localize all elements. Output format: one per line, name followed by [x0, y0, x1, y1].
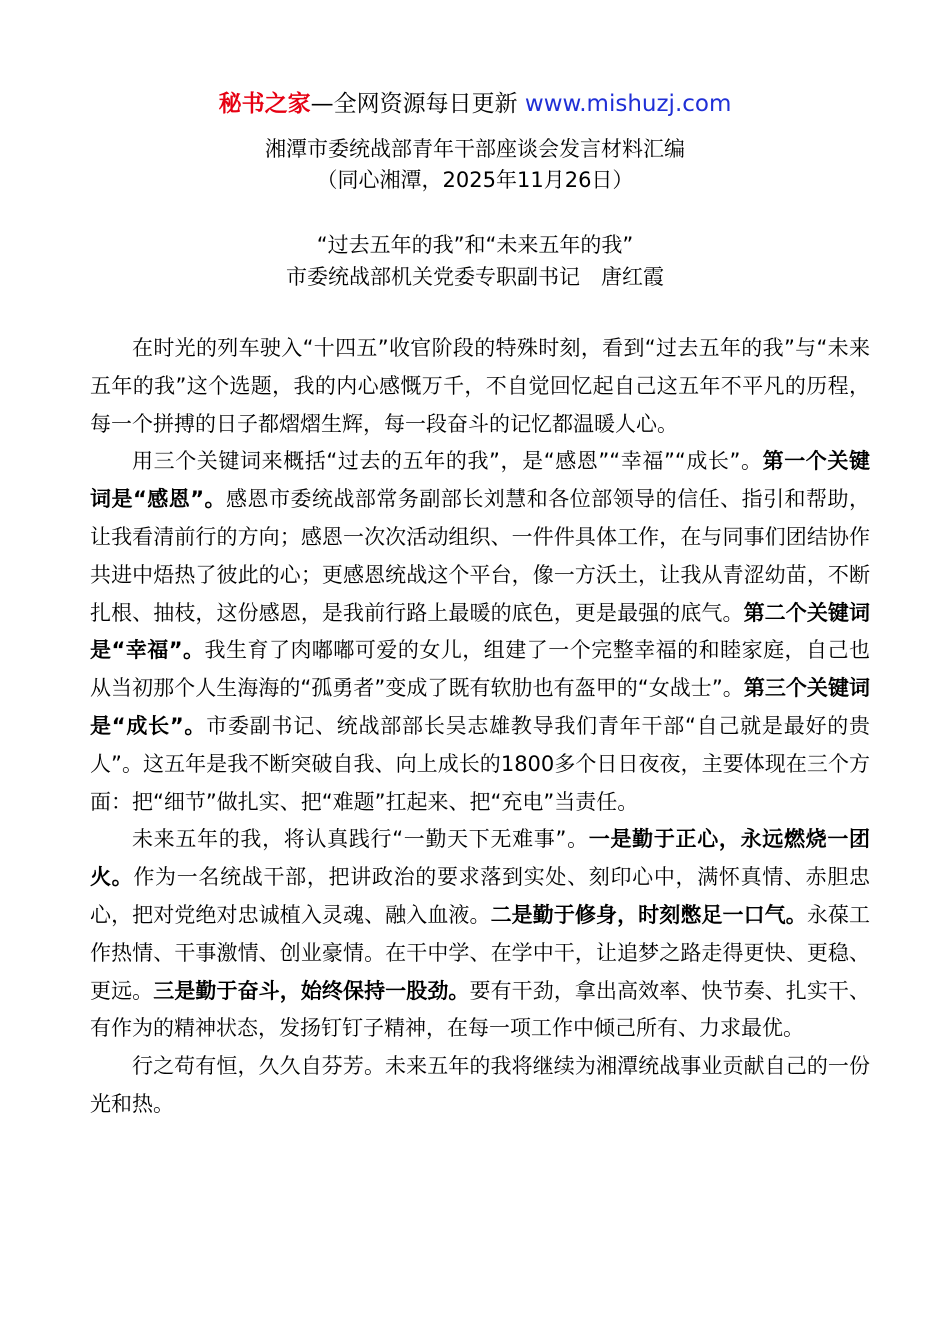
point-one-text: 作为一名统战干部，把讲政治的要求落到实处、刻印心中，满怀真情、赤胆忠心，把对党绝对忠诚植入灵魂、融入血液。 [90, 865, 871, 927]
banner-slogan: —全网资源每日更新 [310, 91, 525, 117]
future-intro: 未来五年的我，将认真践行“一勤天下无难事”。 [132, 827, 589, 852]
speech-title: “过去五年的我”和“未来五年的我” [316, 233, 634, 257]
happiness-text: 我生育了肉嘟嘟可爱的女儿，组建了一个完整幸福的和睦家庭，自己也从当初那个人生海海的“孤勇者”变成了既有软肋也有盔甲的“女战士”。 [90, 638, 871, 701]
point-two-text: 永葆工作热情、干事激情、创业豪情。在干中学、在学中干，让追梦之路走得更快、更稳、更远。 [90, 902, 871, 1003]
point-one-heading: 一是勤于正心，永远燃烧一团火。 [90, 827, 870, 890]
speech-body [90, 330, 870, 1124]
point-two-heading: 二是勤于修身，时刻憋足一口气。 [490, 902, 807, 927]
point-three-heading: 三是勤于奋斗，始终保持一股劲。 [153, 978, 470, 1003]
author-line: 市委统战部机关党委专职副书记 唐红霞 [286, 265, 664, 289]
past-intro: 用三个关键词来概括“过去的五年的我”，是“感恩”“幸福”“成长”。 [132, 449, 763, 474]
paragraph-closing: 行之苟有恒，久久自芬芳。未来五年的我将继续为湘潭统战事业贡献自己的一份光和热。 [90, 1054, 870, 1116]
document-date-line: （同心湘潭，2025年11月26日） [316, 168, 634, 192]
gratitude-text: 感恩市委统战部常务副部长刘慧和各位部领导的信任、指引和帮助，让我看清前行的方向；感恩一次次活动组织、一件件具体工作，在与同事们团结协作共进中焐热了彼此的心；更感恩统战这个平台，像一方沃土，让我从青涩幼苗，不断扎根、抽枝，这份感恩，是我前行路上最暖的底色，更是最强的底气。 [90, 487, 871, 625]
point-three-text: 要有干劲，拿出高效率、快节奏、扎实干、有作为的精神状态，发扬钉钉子精神，在每一项工作中倾己所有、力求最优。 [90, 978, 870, 1041]
site-url-link[interactable]: www.mishuzj.com [524, 91, 732, 117]
keyword-gratitude: 第一个关键词是“感恩”。 [90, 449, 870, 512]
paragraph-opening: 在时光的列车驶入“十四五”收官阶段的特殊时刻，看到“过去五年的我”与“未来五年的我”这个选题，我的内心感慨万千，不自觉回忆起自己这五年不平凡的历程，每一个拼搏的日子都熠熠生辉，每一段奋斗的记忆都温暖人心。 [90, 336, 870, 436]
growth-text: 市委副书记、统战部部长吴志雄教导我们青年干部“自己就是最好的贵人”。这五年是我不断突破自我、向上成长的1800多个日日夜夜，主要体现在三个方面：把“细节”做扎实、把“难题”扛起来、把“充电”当责任。 [90, 713, 870, 814]
brand-name: 秘书之家 [218, 91, 311, 117]
keyword-growth: 第三个关键词是“成长”。 [90, 676, 871, 738]
site-banner [0, 88, 950, 120]
keyword-happiness: 第二个关键词是“幸福”。 [90, 600, 871, 663]
document-title: 湘潭市委统战部青年干部座谈会发言材料汇编 [265, 137, 685, 161]
paragraph-next-five-years [90, 821, 870, 1048]
paragraph-past-five-years [90, 443, 870, 821]
